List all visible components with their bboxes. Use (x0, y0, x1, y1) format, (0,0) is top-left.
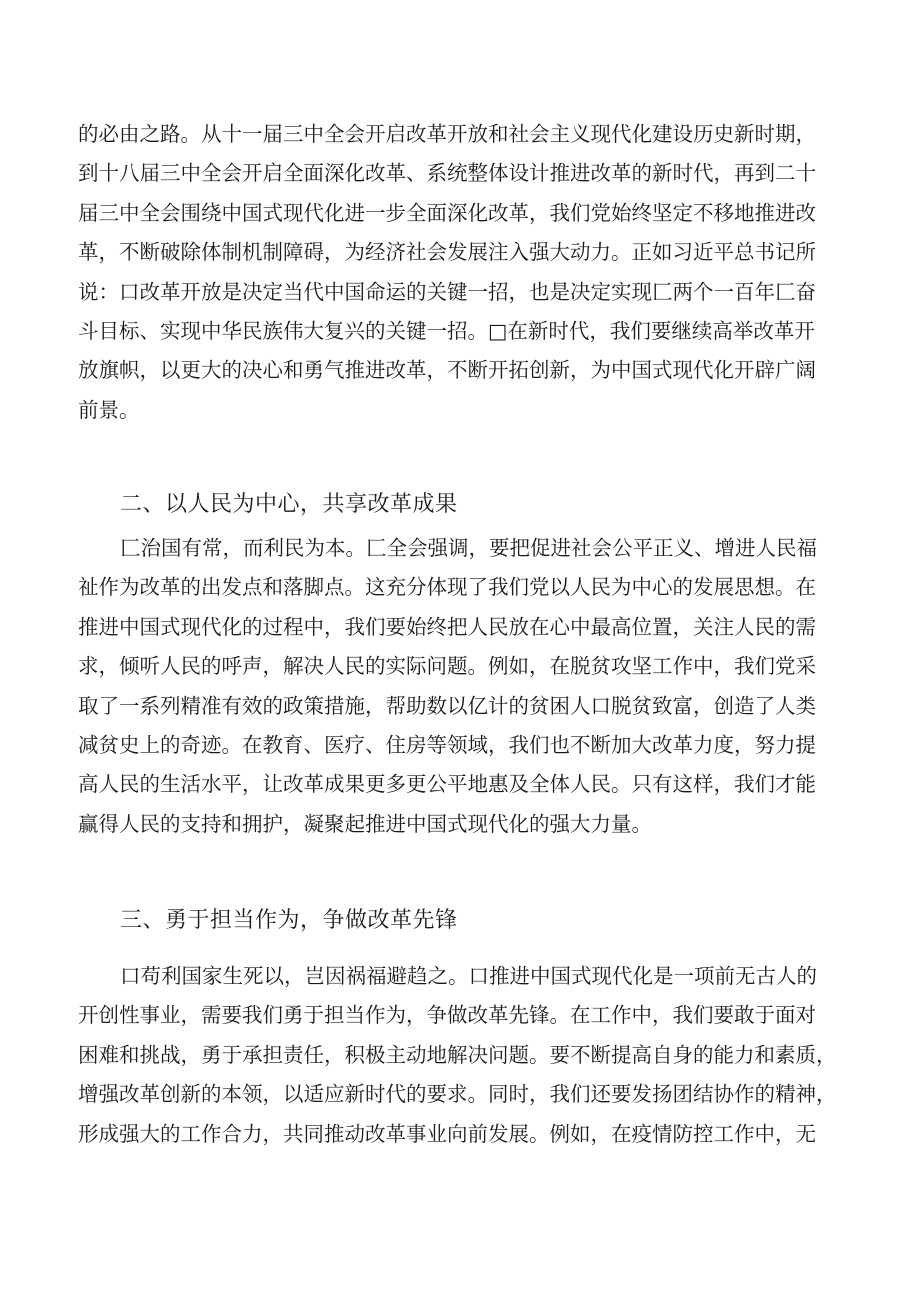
text-line: 困难和挑战，勇于承担责任，积极主动地解决问题。要不断提高自身的能力和素质， (78, 1042, 837, 1067)
text-line: 革，不断破除体制机制障碍，为经济社会发展注入强大动力。正如习近平总书记所 (78, 240, 816, 265)
paragraph-people-centered (78, 529, 853, 844)
text-line: 放旗帜，以更大的决心和勇气推进改革，不断开拓创新，为中国式现代化开辟广阔 (78, 358, 816, 383)
text-line: 赢得人民的支持和拥护，凝聚起推进中国式现代化的强大力量。 (78, 811, 652, 836)
text-line: 祉作为改革的出发点和落脚点。这充分体现了我们党以人民为中心的发展思想。在 (78, 575, 816, 600)
text-line: 届三中全会围绕中国式现代化进一步全面深化改革，我们党始终坚定不移地推进改 (78, 200, 816, 225)
text-line: 说：口改革开放是决定当代中国命运的关键一招，也是决定实现匚两个一百年匚奋 (78, 279, 816, 304)
text-line: 推进中国式现代化的过程中，我们要始终把人民放在心中最高位置，关注人民的需 (78, 614, 816, 639)
text-line: 求，倾听人民的呼声，解决人民的实际问题。例如，在脱贫攻坚工作中，我们党采 (78, 654, 816, 679)
text-line: 前景。 (78, 397, 140, 422)
section-heading-3: 三、勇于担当作为，争做改革先锋 (120, 908, 458, 933)
text-line: 口苟利国家生死以，岂因祸福避趋之。口推进中国式现代化是一项前无古人的 (120, 964, 817, 988)
text-line: 开创性事业，需要我们勇于担当作为，争做改革先锋。在工作中，我们要敢于面对 (78, 1003, 816, 1028)
paragraph-intro (78, 115, 853, 430)
section-heading-2: 二、以人民为中心，共享改革成果 (120, 492, 458, 517)
text-line: 高人民的生活水平，让改革成果更多更公平地惠及全体人民。只有这样，我们才能 (78, 772, 816, 797)
text-line: 减贫史上的奇迹。在教育、医疗、住房等领域，我们也不断加大改革力度，努力提 (78, 733, 816, 758)
paragraph-take-responsibility (78, 957, 853, 1154)
text-line: 匚治国有常，而利民为本。匚全会强调，要把促进社会公平正义、增进人民福 (120, 536, 817, 560)
text-line: 斗目标、实现中华民族伟大复兴的关键一招。□在新时代，我们要继续高举改革开 (78, 319, 815, 344)
text-line: 到十八届三中全会开启全面深化改革、系统整体设计推进改革的新时代，再到二十 (78, 161, 816, 186)
text-line: 取了一系列精准有效的政策措施，帮助数以亿计的贫困人口脱贫致富，创造了人类 (78, 693, 816, 718)
text-line: 形成强大的工作合力，共同推动改革事业向前发展。例如，在疫情防控工作中，无 (78, 1121, 816, 1146)
text-line: 增强改革创新的本领，以适应新时代的要求。同时，我们还要发扬团结协作的精神， (78, 1082, 837, 1107)
text-line: 的必由之路。从十一届三中全会开启改革开放和社会主义现代化建设历史新时期， (78, 122, 816, 146)
